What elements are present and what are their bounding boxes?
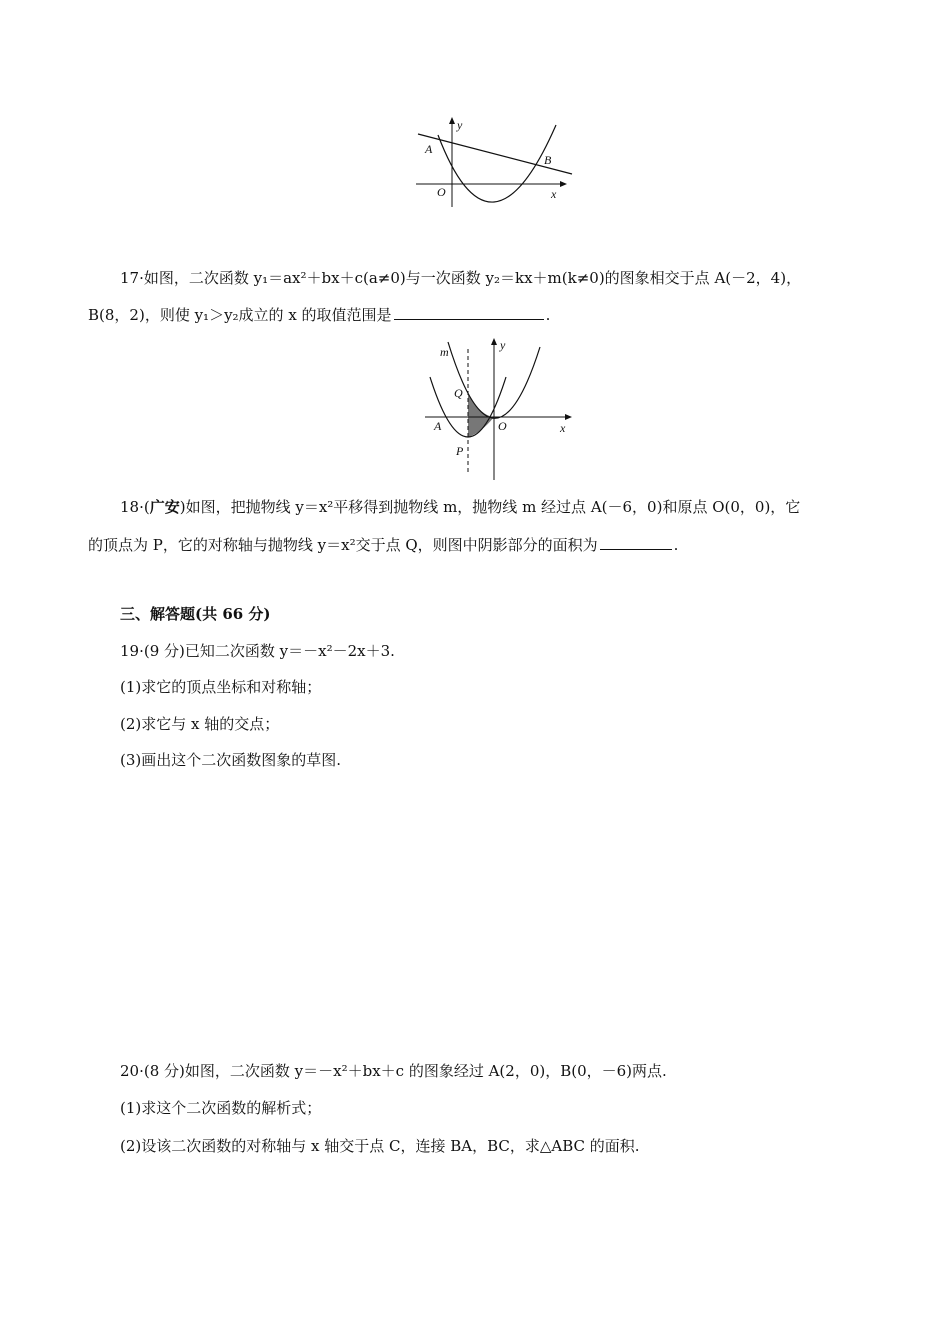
q19-stem: 19·(9 分)已知二次函数 y＝－x²－2x＋3.	[120, 642, 395, 660]
q19-part1: (1)求它的顶点坐标和对称轴；	[120, 678, 322, 696]
figure-parabola-line	[410, 115, 580, 215]
label-y: y	[457, 118, 463, 132]
q17-line2	[88, 305, 550, 325]
y-axis-arrow	[449, 117, 455, 124]
q18-line1-post: )如图，把抛物线 y＝x²平移得到抛物线 m，抛物线 m 经过点 A(－6，0)和原点 O(0，0)，它	[179, 498, 801, 516]
q18-answer-blank[interactable]	[600, 535, 672, 550]
q19-part3: (3)画出这个二次函数图象的草图.	[120, 751, 342, 769]
section-title: 三、解答题(共 66 分)	[120, 605, 271, 623]
q18-line2-text: 的顶点为 P，它的对称轴与抛物线 y＝x²交于点 Q，则图中阴影部分的面积为	[88, 536, 598, 554]
q20-part2: (2)设该二次函数的对称轴与 x 轴交于点 C，连接 BA，BC，求△ABC 的面积.	[120, 1137, 640, 1155]
q20-stem: 20·(8 分)如图，二次函数 y＝－x²＋bx＋c 的图象经过 A(2，0)，B(0，－6)两点.	[120, 1062, 667, 1080]
q17-end: .	[545, 306, 551, 324]
label-O: O	[437, 185, 446, 199]
label-A: A	[425, 142, 433, 156]
label-m: m	[440, 345, 449, 359]
label-B: B	[544, 153, 552, 167]
q18-end: .	[673, 536, 679, 554]
label-P: P	[456, 444, 464, 458]
q18-line2	[88, 535, 678, 555]
label-x: x	[551, 187, 557, 201]
q17-answer-blank[interactable]	[394, 305, 544, 320]
x-axis-arrow	[565, 414, 572, 420]
q18-line1-pre: 18·(	[120, 498, 150, 516]
q18-source: 广安	[149, 498, 180, 516]
q17-line2-text: B(8，2)，则使 y₁＞y₂成立的 x 的取值范围是	[88, 306, 392, 324]
q20-part1: (1)求这个二次函数的解析式；	[120, 1099, 322, 1117]
q17-line1: 17·如图，二次函数 y₁＝ax²＋bx＋c(a≠0)与一次函数 y₂＝kx＋m(k≠0)的图象相交于点 A(－2，4)，	[120, 269, 802, 287]
label-y: y	[500, 338, 506, 352]
label-x: x	[560, 421, 566, 435]
q18-line1	[120, 497, 800, 517]
label-A: A	[434, 419, 442, 433]
q19-part2: (2)求它与 x 轴的交点；	[120, 715, 280, 733]
label-Q: Q	[454, 386, 463, 400]
label-O: O	[498, 419, 507, 433]
parabola-curve	[438, 125, 556, 202]
y-axis-arrow	[491, 338, 497, 345]
x-axis-arrow	[560, 181, 567, 187]
figure-two-parabolas	[420, 335, 580, 485]
